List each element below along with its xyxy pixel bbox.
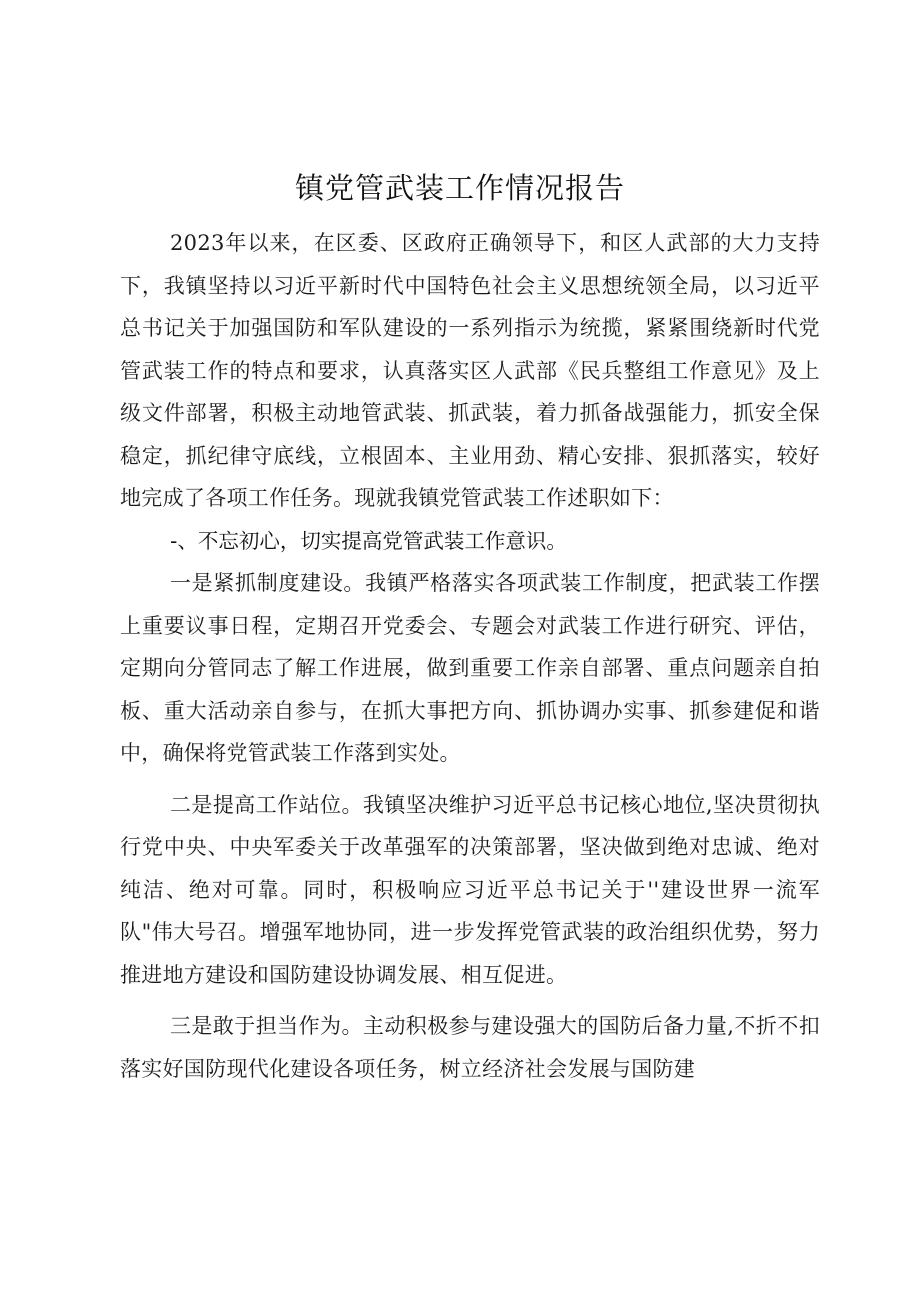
paragraph-1: 一是紧抓制度建设。我镇严格落实各项武装工作制度，把武装工作摆上重要议事日程，定期召开党委会、专题会对武装工作进行研究、评估，定期向分管同志了解工作进展，做到重要工作亲自部署、重点问题亲自拍板、重大活动亲自参与，在抓大事把方向、抓协调办实事、抓参建促和谐中，确保将党管武装工作落到实处。 xyxy=(120,571,820,765)
paragraph-2: 二是提高工作站位。我镇坚决维护习近平总书记核心地位,坚决贯彻执行党中央、中央军委关于改革强军的决策部署，坚决做到绝对忠诚、绝对纯洁、绝对可靠。同时，积极响应习近平总书记关于''建设世界一流军队"伟大号召。增强军地协同，进一步发挥党管武装的政治组织优势，努力推进地方建设和国防建设协调发展、相互促进。 xyxy=(120,792,820,987)
paragraph-3: 三是敢于担当作为。主动积极参与建设强大的国防后备力量,不折不扣落实好国防现代化建设各项任务，树立经济社会发展与国防建 xyxy=(120,1014,820,1081)
intro-paragraph: 2023年以来，在区委、区政府正确领导下，和区人武部的大力支持下，我镇坚持以习近平新时代中国特色社会主义思想统领全局，以习近平总书记关于加强国防和军队建设的一系列指示为统揽，紧紧围绕新时代党管武装工作的特点和要求，认真落实区人武部《民兵整组工作意见》及上级文件部署，积极主动地管武装、抓武装，着力抓备战强能力，抓安全保稳定，抓纪律守底线，立根固本、主业用劲、精心安排、狠抓落实，较好地完成了各项工作任务。现就我镇党管武装工作述职如下： xyxy=(120,231,820,510)
document-body xyxy=(120,222,820,1090)
section-heading: -、不忘初心，切实提高党管武装工作意识。 xyxy=(170,528,567,553)
page-title: 镇党管武装工作情况报告 xyxy=(294,171,625,205)
